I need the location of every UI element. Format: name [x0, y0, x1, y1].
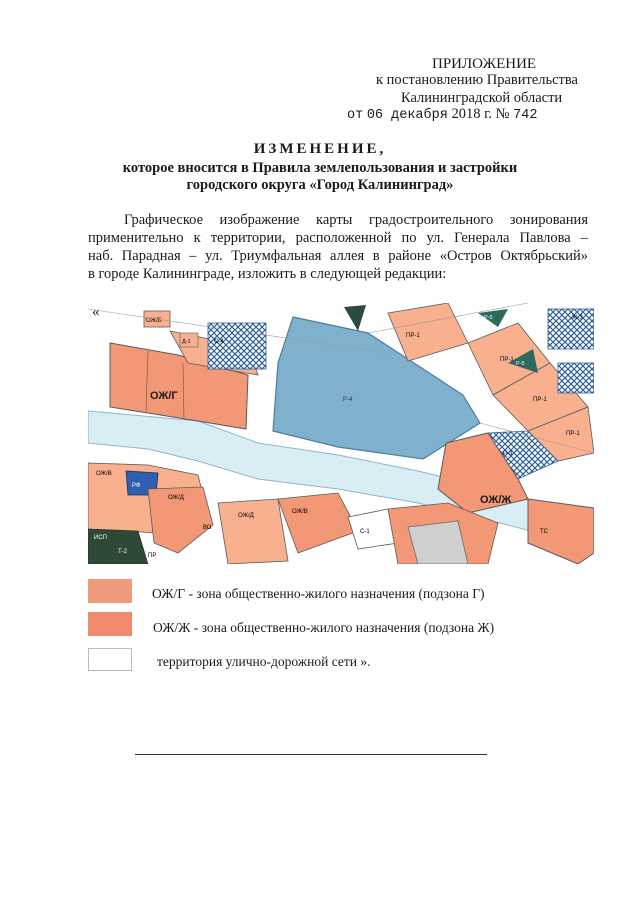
label-zh3: Ж-3 [572, 315, 583, 321]
block-hatched-2 [548, 309, 594, 349]
label-ozh-b2: ОЖ/Б [146, 318, 162, 324]
block-hatched-1 [208, 323, 266, 369]
label-p5-a: Р-5 [484, 315, 493, 321]
document-subtitle-1: которое вносится в Правила землепользования и застройки [122, 160, 518, 176]
end-divider-line [135, 754, 487, 755]
body-line-2: применительно к территории, расположенной по ул. Генерала Павлова – [88, 230, 588, 246]
label-pr1-a: ПР-1 [406, 333, 420, 339]
legend-swatch-ozh-zh [88, 612, 132, 636]
appendix-line-resolution: к постановлению Правительства [376, 72, 578, 88]
zoning-map [88, 303, 594, 564]
label-rf: РФ [132, 483, 141, 489]
block-grey [408, 521, 468, 564]
date-year: 2018 г. [451, 106, 493, 122]
map-quote-open: « [92, 304, 100, 320]
block-hatched-3 [558, 363, 594, 393]
label-p5-b: Р-5 [516, 361, 525, 367]
legend-swatch-ozh-g [88, 579, 132, 603]
label-vo: ВО [203, 525, 212, 531]
label-ozh-g: ОЖ/Г [150, 390, 178, 402]
label-ts2: Т-2 [118, 549, 127, 555]
legend-swatch-road [88, 648, 132, 671]
label-pr1-c: ПР-1 [533, 397, 547, 403]
appendix-date-line [347, 106, 537, 123]
label-c1: С-1 [360, 529, 370, 535]
label-ts: ТС [540, 529, 548, 535]
label-ozh-d-2: ОЖ/Д [238, 513, 254, 519]
block-south-3 [218, 499, 288, 564]
label-isp: ИСП [94, 535, 107, 541]
date-handwritten: 06 декабря [366, 108, 448, 123]
label-ozh-b-2: ОЖ/В [292, 509, 308, 515]
label-r4: Р-4 [343, 397, 353, 403]
document-title: ИЗМЕНЕНИЕ, [253, 141, 387, 157]
date-prefix: от [347, 108, 364, 123]
body-line-3: наб. Парадная – ул. Триумфальная аллея в районе «Остров Октябрьский» [88, 248, 588, 264]
legend-label-ozh-zh: ОЖ/Ж - зона общественно-жилого назначения (подзона Ж) [153, 620, 495, 635]
label-p3: Р-3 [503, 451, 513, 457]
body-line-4: в городе Калининграде, изложить в следующей редакции: [88, 266, 447, 282]
document-subtitle-2: городского округа «Город Калининград» [186, 177, 454, 193]
document-number: 742 [513, 108, 538, 123]
appendix-heading: ПРИЛОЖЕНИЕ [432, 56, 537, 72]
label-ozh-d: ОЖ/Д [168, 495, 184, 501]
label-pr1-d: ПР-1 [566, 431, 580, 437]
legend-label-road: территория улично-дорожной сети ». [157, 654, 371, 669]
label-pr1-b: ПР-1 [500, 357, 514, 363]
number-sign: № [495, 106, 510, 122]
appendix-line-region: Калининградской области [401, 90, 563, 106]
label-s4: С-4 [214, 339, 224, 345]
label-pr: ПР [148, 553, 157, 559]
label-ozh-b: ОЖ/В [96, 471, 112, 477]
label-d1: Д-1 [182, 339, 191, 345]
legend-label-ozh-g: ОЖ/Г - зона общественно-жилого назначения (подзона Г) [152, 586, 485, 601]
body-line-1: Графическое изображение карты градостроительного зонирования [124, 212, 588, 228]
label-ozh-zh: ОЖ/Ж [480, 494, 512, 506]
